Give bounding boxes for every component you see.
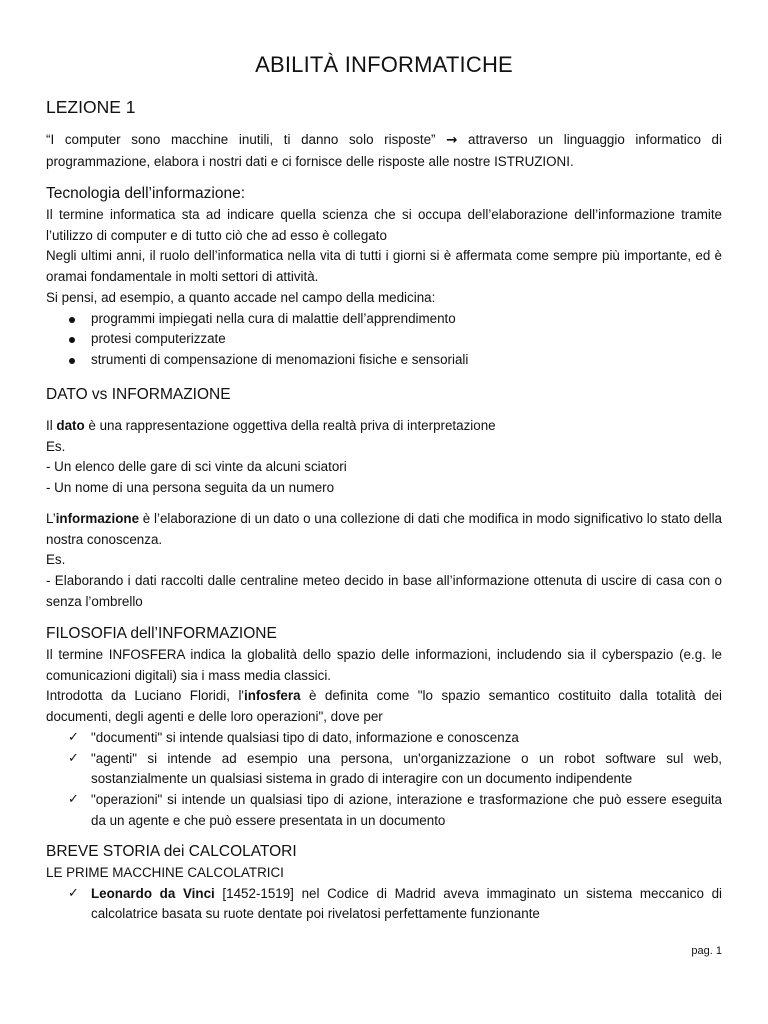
dato-def-bold: dato bbox=[56, 418, 85, 433]
quote-rest: attraverso un linguaggio informatico di programmazione, elabora i nostri dati e ci fornisce delle risposte alle nostre ISTRUZIONI. bbox=[46, 132, 722, 169]
tech-paragraph-1: Il termine informatica sta ad indicare quella scienza che si occupa dell’elaborazione dell’informazione tramite l’utilizzo di computer e di tutto ciò che ad esso è collegato bbox=[46, 207, 722, 243]
dato-def-prefix: Il bbox=[46, 418, 57, 433]
dato-definition bbox=[46, 416, 722, 437]
storia-subheading: LE PRIME MACCHINE CALCOLATRICI bbox=[46, 865, 284, 880]
informazione-block bbox=[46, 509, 722, 613]
check-item bbox=[46, 749, 722, 790]
bullet-text: strumenti di compensazione di menomazioni fisiche e sensoriali bbox=[91, 351, 469, 367]
info-def-bold: informazione bbox=[55, 511, 140, 526]
check-icon: ✓ bbox=[68, 729, 79, 745]
check-icon: ✓ bbox=[68, 885, 79, 901]
filosofia-paragraph-2 bbox=[46, 686, 722, 727]
informazione-example: - Elaborando i dati raccolti dalle centraline meteo decido in base all’informazione ottenuta di uscire di casa con o senza l’ombrello bbox=[46, 573, 722, 609]
tech-heading: Tecnologia dell’informazione: bbox=[46, 185, 246, 202]
dato-es: Es. bbox=[46, 438, 66, 454]
bullet-item bbox=[46, 329, 722, 350]
check-item bbox=[46, 790, 722, 831]
dato-example-2: - Un nome di una persona seguita da un numero bbox=[46, 480, 335, 496]
filosofia-check-list bbox=[46, 728, 722, 832]
page-number: pag. 1 bbox=[691, 945, 722, 957]
dato-section bbox=[46, 384, 722, 406]
arrow-right-icon: → bbox=[446, 133, 458, 148]
filosofia-heading: FILOSOFIA dell’INFORMAZIONE bbox=[46, 625, 277, 642]
storia-section bbox=[46, 841, 722, 925]
bullet-text: protesi computerizzate bbox=[91, 331, 226, 347]
check-icon: ✓ bbox=[68, 791, 79, 807]
bullet-text: programmi impiegati nella cura di malattie dell’apprendimento bbox=[91, 310, 456, 326]
filosofia-section bbox=[46, 623, 722, 831]
check-icon: ✓ bbox=[68, 750, 79, 766]
tech-section bbox=[46, 183, 722, 371]
bullet-icon bbox=[69, 358, 75, 364]
dato-definition-block bbox=[46, 416, 722, 499]
bullet-item bbox=[46, 350, 722, 371]
check-item bbox=[46, 884, 722, 925]
dato-heading: DATO vs INFORMAZIONE bbox=[46, 386, 231, 403]
floridi-suffix: è definita come "lo spazio semantico costituito dalla totalità dei documenti, degli agenti e delle loro operazioni", dove per bbox=[46, 688, 722, 725]
dato-example-1: - Un elenco delle gare di sci vinte da alcuni sciatori bbox=[46, 459, 347, 475]
info-def-prefix: L’ bbox=[46, 511, 56, 526]
tech-paragraph-3: Si pensi, ad esempio, a quanto accade nel campo della medicina: bbox=[46, 289, 436, 305]
informazione-definition bbox=[46, 509, 722, 550]
check-text: "agenti" si intende ad esempio una persona, un'organizzazione o un robot software sul web, sostanzialmente un qualsiasi sistema in grado di interagire con un documento indipendente bbox=[91, 750, 722, 787]
informazione-es: Es. bbox=[46, 552, 66, 568]
infosfera-bold: infosfera bbox=[243, 688, 301, 704]
check-item bbox=[46, 728, 722, 749]
info-def-suffix: è l’elaborazione di un dato o una collezione di dati che modifica in modo significativo lo stato della nostra conoscenza. bbox=[46, 511, 722, 547]
tech-paragraph-2: Negli ultimi anni, il ruolo dell’informatica nella vita di tutti i giorni si è affermata come sempre più importante, ed è oramai fondamentale in molti settori di attività. bbox=[46, 248, 722, 285]
floridi-prefix: Introdotta da Luciano Floridi, l' bbox=[46, 688, 244, 704]
bullet-item bbox=[46, 309, 722, 330]
check-text: "operazioni" si intende un qualsiasi tipo di azione, interazione e trasformazione che può essere eseguita da un agente e che può essere presentata in un documento bbox=[91, 791, 722, 828]
lesson-heading: LEZIONE 1 bbox=[46, 97, 136, 117]
document-title: ABILITÀ INFORMATICHE bbox=[255, 52, 513, 77]
tech-bullet-list bbox=[46, 309, 722, 371]
quote-text: “I computer sono macchine inutili, ti danno solo risposte” bbox=[46, 132, 436, 147]
check-text: "documenti" si intende qualsiasi tipo di dato, informazione e conoscenza bbox=[91, 729, 519, 745]
storia-check-list bbox=[46, 884, 722, 925]
bullet-icon bbox=[69, 317, 75, 323]
quote-section bbox=[46, 130, 722, 172]
storia-heading: BREVE STORIA dei CALCOLATORI bbox=[46, 843, 297, 860]
quote-paragraph bbox=[46, 130, 722, 172]
leonardo-text: [1452-1519] nel Codice di Madrid aveva immaginato un sistema meccanico di calcolatrice basata su ruote dentate poi rivelatosi perfettamente funzionante bbox=[91, 885, 722, 922]
dato-def-suffix: è una rappresentazione oggettiva della realtà priva di interpretazione bbox=[84, 418, 496, 433]
bullet-icon bbox=[69, 337, 75, 343]
filosofia-paragraph-1: Il termine INFOSFERA indica la globalità dello spazio delle informazioni, includendo sia il cyberspazio (e.g. le comunicazioni digitali) sia i mass media classici. bbox=[46, 647, 722, 683]
leonardo-name: Leonardo da Vinci bbox=[91, 885, 215, 901]
